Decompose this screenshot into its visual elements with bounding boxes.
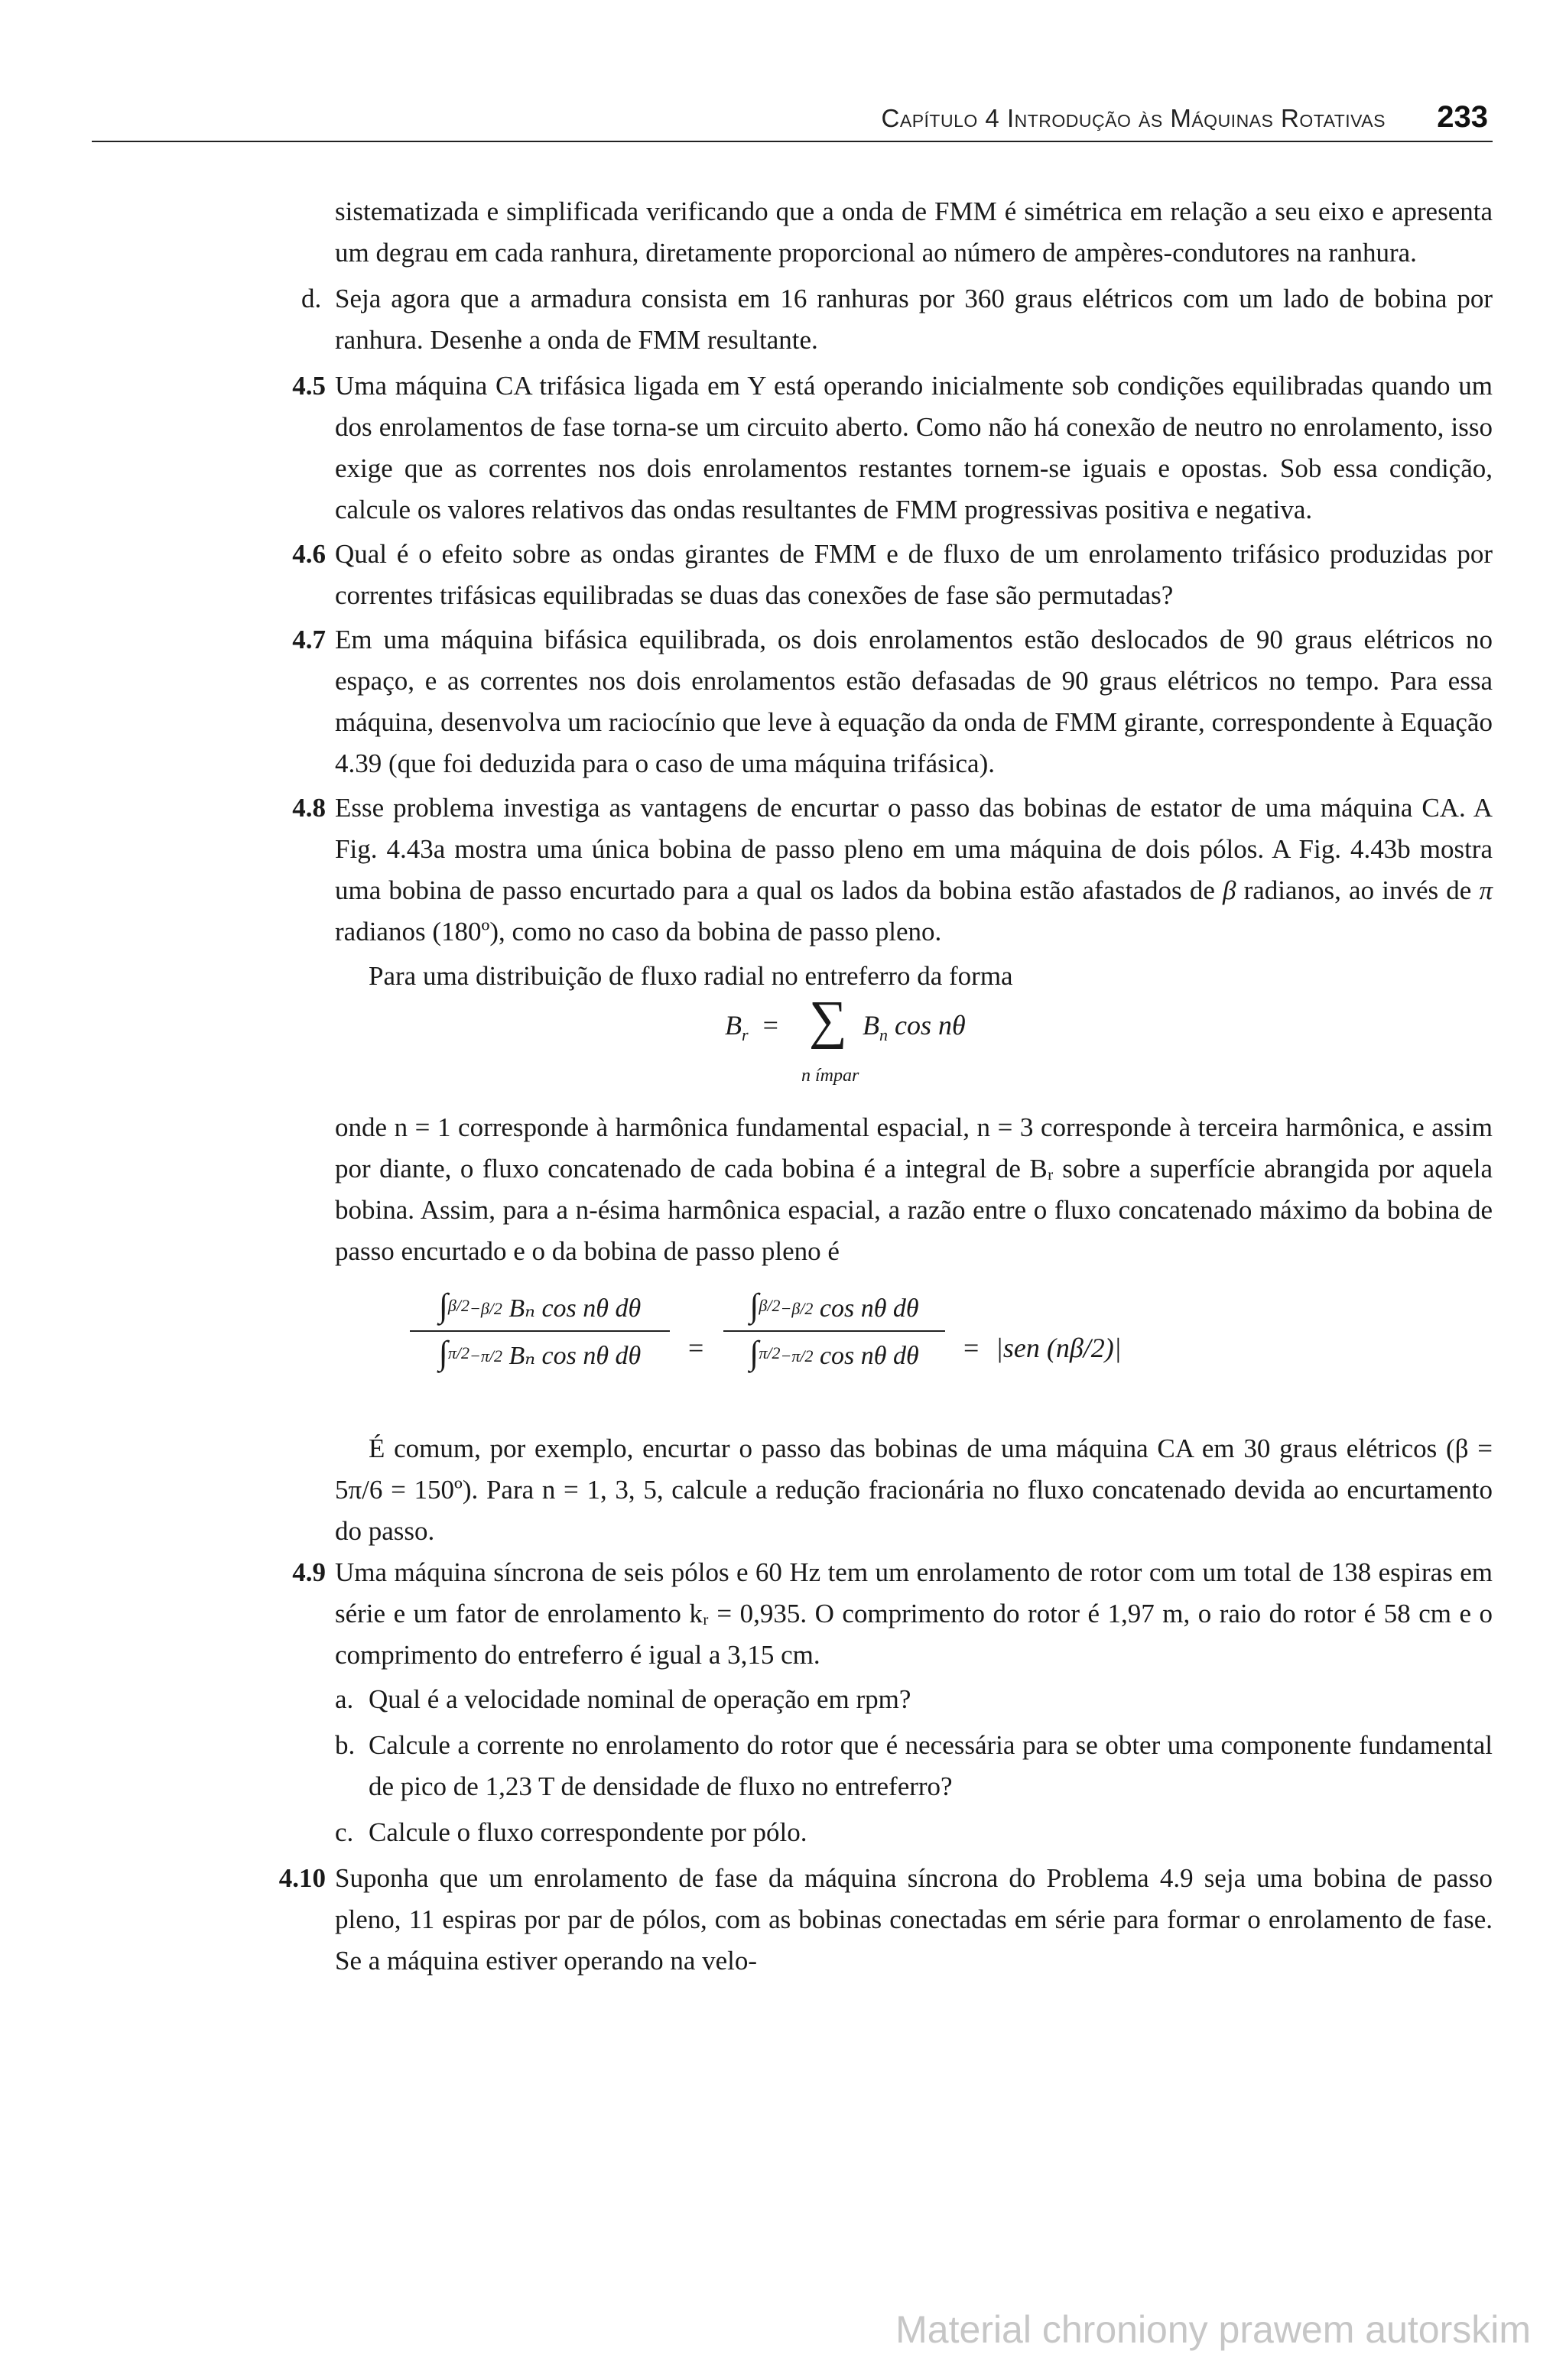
problem-number: 4.7 bbox=[292, 625, 326, 654]
problem-text: Uma máquina síncrona de seis pólos e 60 Hz tem um enrolamento de rotor com um total de 138 espiras em série e um fator de enrolamento kᵣ = 0,935. O comprimento do rotor é 1,97 m, o raio do rotor é 58 cm e o comprimento do entreferro é igual a 3,15 cm. bbox=[335, 1557, 1493, 1670]
problem-text: Em uma máquina bifásica equilibrada, os dois enrolamentos estão deslocados de 90 graus elétricos no espaço, e as correntes nos dois enrolamentos estão defasadas de 90 graus elétricos no tempo. Para essa máquina, desenvolva um raciocínio que leve à equação da onda de FMM girante, correspondente à Equação 4.39 (que foi deduzida para o caso de uma máquina trifásica). bbox=[335, 625, 1493, 778]
problem-4-7 bbox=[292, 619, 1493, 784]
equation-flux-distribution bbox=[335, 991, 1493, 1092]
page-number: 233 bbox=[1437, 100, 1488, 134]
item-text: Qual é a velocidade nominal de operação em rpm? bbox=[369, 1684, 911, 1714]
problem-number: 4.9 bbox=[292, 1557, 326, 1587]
problem-text: Qual é o efeito sobre as ondas girantes de FMM e de fluxo de um enrolamento trifásico produzidas por correntes trifásicas equilibradas se duas das conexões de fase são permutadas? bbox=[335, 539, 1493, 610]
problem-number: 4.10 bbox=[278, 1863, 326, 1893]
problem-4-8 bbox=[292, 787, 1493, 953]
item-text: Calcule o fluxo correspondente por pólo. bbox=[369, 1817, 807, 1847]
pitch-example: É comum, por exemplo, encurtar o passo das bobinas de uma máquina CA em 30 graus elétricos (β = 5π/6 = 150º). Para n = 1, 3, 5, calcule a redução fracionária no fluxo concatenado devida ao encurtamento do passo. bbox=[335, 1434, 1493, 1546]
problem-number: 4.8 bbox=[292, 793, 326, 823]
eq2-equals-2: = bbox=[963, 1333, 980, 1363]
item-4-9-b bbox=[335, 1725, 1493, 1807]
problem-4-10 bbox=[278, 1858, 1493, 1982]
page-body bbox=[278, 191, 1493, 1985]
harmonic-explanation: onde n = 1 corresponde à harmônica fundamental espacial, n = 3 corresponde à terceira harmônica, e assim por diante, o fluxo concatenado de cada bobina é a integral de Bᵣ sobre a superfície abrangida por aquela bobina. Assim, para a n-ésima harmônica espacial, a razão entre o fluxo concatenado máximo da bobina de passo encurtado e o da bobina de passo pleno é bbox=[335, 1112, 1493, 1266]
pi-symbol: π bbox=[1479, 875, 1493, 905]
item-d-label: d. bbox=[301, 284, 322, 313]
item-4-9-a bbox=[335, 1679, 1493, 1720]
running-header bbox=[92, 95, 1493, 142]
item-d bbox=[301, 278, 1493, 361]
problem-text: Uma máquina CA trifásica ligada em Y está operando inicialmente sob condições equilibradas quando um dos enrolamentos de fase torna-se um circuito aberto. Como não há conexão de neutro no enrolamento, isso exige que as correntes nos dois enrolamentos restantes tornem-se iguais e opostas. Sob essa condição, calcule os valores relativos das ondas resultantes de FMM progressivas positiva e negativa. bbox=[335, 371, 1493, 524]
eq2-equals-1: = bbox=[688, 1333, 704, 1363]
item-d-text: Seja agora que a armadura consista em 16 ranhuras por 360 graus elétricos com um lado de bobina por ranhura. Desenhe a onda de FMM resultante. bbox=[335, 284, 1493, 355]
item-label: b. bbox=[335, 1730, 356, 1760]
problem-text: Suponha que um enrolamento de fase da máquina síncrona do Problema 4.9 seja uma bobina de passo pleno, 11 espiras por par de pólos, com as bobinas conectadas em série para formar o enrolamento de fase. Se a máquina estiver operando na velo- bbox=[335, 1863, 1493, 1976]
eq1-rhs: $B_n$ cos nθ bbox=[863, 1010, 966, 1045]
problem-text: Esse problema investiga as vantagens de encurtar o passo das bobinas de estator de uma máquina CA. A Fig. 4.43a mostra uma única bobina de passo pleno em uma máquina de dois pólos. A Fig. 4.43b mostra uma bobina de passo encurtado para a qual os lados da bobina estão afastados de β radianos, ao invés de π radianos (180º), como no caso da bobina de passo pleno. bbox=[335, 793, 1493, 946]
eq1-lhs: $B_r$ bbox=[725, 1010, 749, 1045]
item-label: c. bbox=[335, 1817, 354, 1847]
sigma-symbol: ∑ bbox=[809, 991, 847, 1050]
problem-number: 4.5 bbox=[292, 371, 326, 401]
item-4-9-c bbox=[335, 1812, 1493, 1853]
eq1-equals: = bbox=[762, 1010, 778, 1041]
eq2-result: |sen (nβ/2)| bbox=[996, 1333, 1122, 1363]
item-label: a. bbox=[335, 1684, 354, 1714]
chapter-title: Capítulo 4 Introdução às Máquinas Rotativas bbox=[881, 104, 1386, 132]
item-text: Calcule a corrente no enrolamento do rotor que é necessária para se obter uma componente fundamental de pico de 1,23 T de densidade de fluxo no entreferro? bbox=[369, 1730, 1493, 1801]
eq1-sum-index: n ímpar bbox=[801, 1066, 859, 1086]
problem-number: 4.6 bbox=[292, 539, 326, 569]
copyright-watermark: Material chroniony prawem autorskim bbox=[895, 2308, 1531, 2351]
fraction-1: ∫$^{\beta/2}$−β/2 Bₙ cos nθ dθ ∫$^{\pi/2}$−π/2 Bₙ cos nθ dθ bbox=[410, 1287, 670, 1375]
problem-4-6 bbox=[292, 534, 1493, 616]
problem-4-9 bbox=[292, 1552, 1493, 1676]
problem-4-5 bbox=[292, 365, 1493, 531]
fraction-2: ∫$^{\beta/2}$−β/2 cos nθ dθ ∫$^{\pi/2}$−π/2 cos nθ dθ bbox=[723, 1287, 945, 1375]
intro-continuation: sistematizada e simplificada verificando que a onda de FMM é simétrica em relação a seu eixo e apresenta um degrau em cada ranhura, diretamente proporcional ao número de ampères-condutores na ranhura. bbox=[335, 196, 1493, 268]
flux-distribution-intro: Para uma distribuição de fluxo radial no entreferro da forma bbox=[369, 961, 1013, 991]
beta-symbol: β bbox=[1223, 875, 1236, 905]
equation-flux-ratio bbox=[335, 1280, 1493, 1410]
